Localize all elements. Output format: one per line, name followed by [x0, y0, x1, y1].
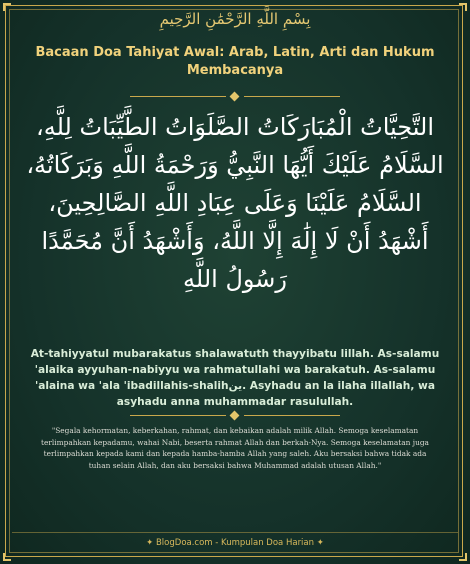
footer-divider: [12, 532, 458, 533]
corner-ornament: [459, 553, 467, 561]
footer-credit: ✦ BlogDoa.com - Kumpulan Doa Harian ✦: [146, 538, 324, 548]
divider-line: [244, 96, 340, 97]
divider-line: [244, 415, 340, 416]
arabic-line: السَّلَامُ عَلَيْنَا وَعَلَى عِبَادِ اللَّهِ الصَّالِحِينَ،: [48, 189, 422, 217]
divider-middle: [130, 411, 340, 421]
diamond-ornament-icon: [230, 92, 240, 102]
arabic-prayer-text: [20, 108, 450, 298]
translation-text: "Segala kehormatan, keberkahan, rahmat, dan kebaikan adalah milik Allah. Semoga keselamatan terlimpahkan kepadamu, wahai Nabi, beserta rahmat Allah dan berkah-Nya. Semoga keselamatan juga terlimpahkan kepada kami dan kepada hamba-hamba Allah yang saleh. Aku bersaksi bahwa tidak ada tuhan selain Allah, dan aku bersaksi bahwa Muhammad adalah utusan Allah.": [41, 426, 429, 470]
divider-line: [130, 96, 226, 97]
corner-ornament: [3, 553, 11, 561]
divider-line: [130, 415, 226, 416]
page-title: Bacaan Doa Tahiyat Awal: Arab, Latin, Arti dan Hukum Membacanya: [35, 45, 435, 78]
arabic-line: رَسُولُ اللَّهِ: [183, 265, 287, 293]
latin-transliteration: At-tahiyyatul mubarakatus shalawatuth thayyibatu lillah. As-salamu 'alaika ayyuhan-nabiyyu wa rahmatullahi wa barakatuh. As-salamu 'alaina wa 'ala 'ibadillahis-shalihين. Asyhadu an la ilaha illallah, wa asyhadu anna muhammadar rasulullah.: [30, 348, 440, 408]
divider-top: [130, 92, 340, 102]
basmala: بِسْمِ اللَّهِ الرَّحْمَٰنِ الرَّحِيمِ: [159, 10, 311, 28]
arabic-line: أَشْهَدُ أَنْ لَا إِلَٰهَ إِلَّا اللَّهُ، وَأَشْهَدُ أَنَّ مُحَمَّدًا: [41, 227, 429, 255]
arabic-line: التَّحِيَّاتُ الْمُبَارَكَاتُ الصَّلَوَاتُ الطَّيِّبَاتُ لِلَّهِ،: [35, 113, 435, 141]
diamond-ornament-icon: [230, 411, 240, 421]
arabic-line: السَّلَامُ عَلَيْكَ أَيُّهَا النَّبِيُّ وَرَحْمَةُ اللَّهِ وَبَرَكَاتُهُ،: [26, 151, 444, 179]
